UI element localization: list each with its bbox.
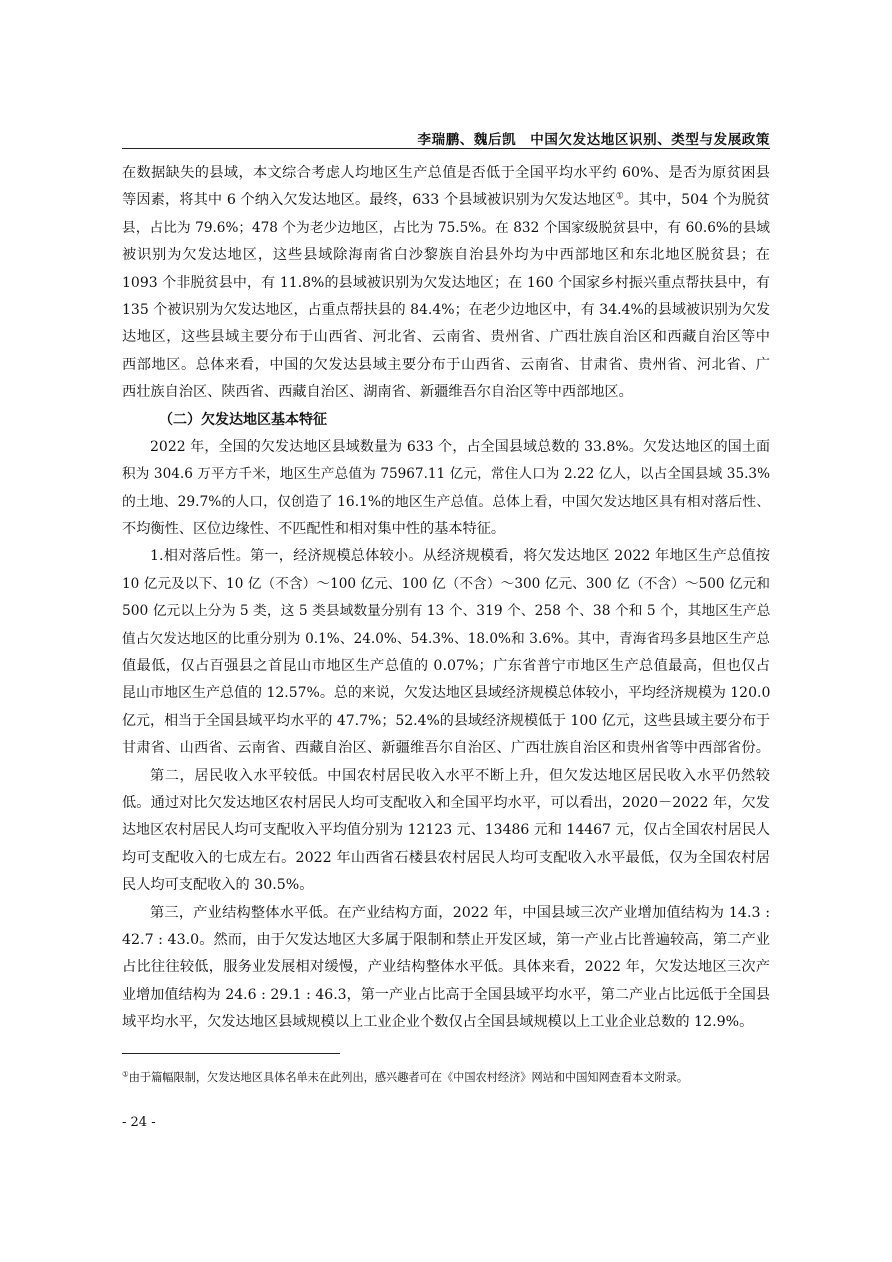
footnote-mark: ① — [122, 1069, 129, 1079]
text-line: 的土地、29.7%的人口，仅创造了 16.1%的地区生产总值。总体上看，中国欠发达地区具有相对落后性、 — [122, 493, 770, 510]
text-line — [122, 187, 770, 214]
text-line: 域平均水平，欠发达地区县域规模以上工业企业个数仅占全国县域规模以上工业企业总数的 12.9%。 — [122, 1014, 754, 1031]
footnote — [122, 1069, 688, 1085]
text-line: 42.7 : 43.0。然而，由于欠发达地区大多属于限制和禁止开发区域，第一产业占比普遍较高，第二产业 — [122, 931, 770, 948]
text-line: 业增加值结构为 24.6 : 29.1 : 46.3，第一产业占比高于全国县域平均水平，第二产业占比远低于全国县 — [122, 986, 770, 1003]
paragraph-first-line: 2022 年，全国的欠发达地区县域数量为 633 个，占全国县域总数的 33.8%。欠发达地区的国土面 — [150, 438, 770, 455]
text-line: 积为 304.6 万平方千米，地区生产总值为 75967.11 亿元，常住人口为 2.22 亿人，以占全国县域 35.3% — [122, 466, 770, 483]
text-line: 被识别为欠发达地区，这些县域除海南省白沙黎族自治县外均为中西部地区和东北地区脱贫县；在 — [122, 247, 770, 264]
text-line: 1093 个非脱贫县中，有 11.8%的县域被识别为欠发达地区；在 160 个国家乡村振兴重点帮扶县中，有 — [122, 274, 770, 291]
text-span: 第一，经济规模总体较小。从经济规模看，将欠发达地区 2022 年地区生产总值按 — [250, 548, 770, 565]
text-span: 等因素，将其中 6 个纳入欠发达地区。最终，633 个县域被识别为欠发达地区 — [122, 192, 616, 209]
paragraph-first-line — [122, 543, 770, 570]
text-line: 达地区农村居民人均可支配收入平均值分别为 12123 元、13486 元和 14467 元，仅占全国农村居民人 — [122, 822, 770, 839]
text-line: 均可支配收入的七成左右。2022 年山西省石楼县农村居民人均可支配收入水平最低，仅为全国农村居 — [122, 849, 770, 866]
article-body — [122, 160, 770, 1037]
text-line: 不均衡性、区位边缘性、不匹配性和相对集中性的基本特征。 — [122, 521, 506, 538]
text-line: 民人均可支配收入的 30.5%。 — [122, 877, 314, 894]
page-number: - 24 - — [122, 1115, 156, 1130]
footnote-text: 由于篇幅限制，欠发达地区具体名单未在此列出，感兴趣者可在《中国农村经济》网站和中国知网查看本文附录。 — [128, 1071, 689, 1084]
text-line: 135 个被识别为欠发达地区，占重点帮扶县的 84.4%；在老少边地区中，有 34.4%的县域被识别为欠发 — [122, 301, 770, 318]
text-line: 占比往往较低，服务业发展相对缓慢，产业结构整体水平低。具体来看，2022 年，欠发达地区三次产 — [122, 959, 770, 976]
paragraph-first-line: 第二，居民收入水平较低。中国农村居民收入水平不断上升，但欠发达地区居民收入水平仍然较 — [150, 767, 770, 784]
running-header — [122, 126, 770, 149]
paragraph-first-line: 第三，产业结构整体水平低。在产业结构方面，2022 年，中国县域三次产业增加值结构为 14.3 : — [150, 904, 770, 921]
subsection-label: 1.相对落后性。 — [150, 548, 251, 565]
text-line: 低。通过对比欠发达地区农村居民人均可支配收入和全国平均水平，可以看出，2020－2022 年，欠发 — [122, 794, 770, 811]
text-line: 500 亿元以上分为 5 类，这 5 类县域数量分别有 13 个、319 个、258 个、38 个和 5 个，其地区生产总 — [122, 603, 771, 620]
header-title: 李瑞鹏、魏后凯 中国欠发达地区识别、类型与发展政策 — [417, 132, 770, 148]
text-line: 达地区，这些县域主要分布于山西省、河北省、云南省、贵州省、广西壮族自治区和西藏自治区等中 — [122, 329, 770, 346]
text-line: 昆山市地区生产总值的 12.57%。总的来说，欠发达地区县域经济规模总体较小，平均经济规模为 120.0 — [122, 685, 771, 702]
text-line: 在数据缺失的县域，本文综合考虑人均地区生产总值是否低于全国平均水平约 60%、是否为原贫困县 — [122, 165, 770, 181]
section-heading: （二）欠发达地区基本特征 — [159, 411, 327, 428]
text-line: 亿元，相当于全国县域平均水平的 47.7%；52.4%的县域经济规模低于 100 亿元，这些县域主要分布于 — [122, 712, 770, 729]
text-span: 。其中，504 个为脱贫 — [623, 192, 770, 209]
text-line: 西壮族自治区、陕西省、西藏自治区、湖南省、新疆维吾尔自治区等中西部地区。 — [122, 384, 633, 401]
text-line: 值占欠发达地区的比重分别为 0.1%、24.0%、54.3%、18.0%和 3.6%。其中，青海省玛多县地区生产总 — [122, 630, 770, 647]
text-line: 甘肃省、山西省、云南省、西藏自治区、新疆维吾尔自治区、广西壮族自治区和贵州省等中西部省份。 — [122, 740, 770, 757]
footnote-rule — [122, 1053, 340, 1054]
footnote-ref[interactable]: ① — [615, 191, 624, 202]
text-line: 值最低，仅占百强县之首昆山市地区生产总值的 0.07%；广东省普宁市地区生产总值最高，但也仅占 — [122, 658, 770, 675]
text-line: 县，占比为 79.6%；478 个为老少边地区，占比为 75.5%。在 832 个国家级脱贫县中，有 60.6%的县域 — [122, 219, 770, 236]
text-line: 西部地区。总体来看，中国的欠发达县域主要分布于山西省、云南省、甘肃省、贵州省、河北省、广 — [122, 356, 770, 373]
text-line: 10 亿元及以下、10 亿（不含）～100 亿元、100 亿（不含）～300 亿元、300 亿（不含）～500 亿元和 — [122, 575, 770, 592]
